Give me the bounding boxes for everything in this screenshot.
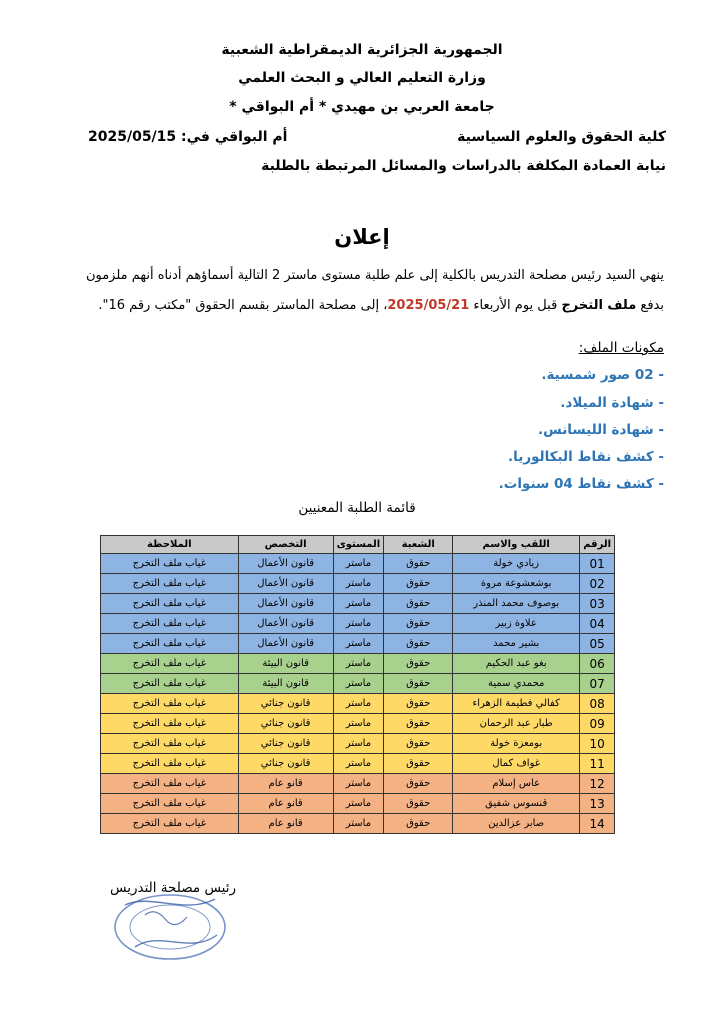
student-branch: حقوق	[384, 574, 453, 594]
body-text-c: ، إلى مصلحة الماستر بقسم الحقوق "مكتب رقم 16".	[98, 298, 388, 313]
table-row	[101, 754, 615, 774]
student-note: غياب ملف التخرج	[101, 754, 239, 774]
body-line-1: ينهي السيد رئيس مصلحة التدريس بالكلية إلى علم طلبة مستوى ماستر 2 التالية أسماؤهم أدناه أنهم ملزمون	[85, 268, 664, 283]
col-note: الملاحظة	[101, 536, 239, 554]
student-note: غياب ملف التخرج	[101, 654, 239, 674]
student-branch: حقوق	[384, 754, 453, 774]
table-row	[101, 574, 615, 594]
student-name: قنسوس شفيق	[453, 794, 580, 814]
student-specialty: قانون البيئة	[238, 674, 333, 694]
student-name: صابر عزالدين	[453, 814, 580, 834]
body-text-a: بدفع	[640, 298, 664, 313]
student-specialty: قانو عام	[238, 794, 333, 814]
table-row	[101, 594, 615, 614]
student-note: غياب ملف التخرج	[101, 634, 239, 654]
student-level: ماستر	[333, 594, 384, 614]
student-note: غياب ملف التخرج	[101, 574, 239, 594]
student-level: ماستر	[333, 754, 384, 774]
student-level: ماستر	[333, 614, 384, 634]
student-name: طبار عبد الرحمان	[453, 714, 580, 734]
student-level: ماستر	[333, 794, 384, 814]
student-specialty: قانو عام	[238, 774, 333, 794]
student-specialty: قانون الأعمال	[238, 594, 333, 614]
table-header-row	[101, 536, 615, 554]
row-number: 03	[580, 594, 615, 614]
student-level: ماستر	[333, 654, 384, 674]
body-line-2	[64, 298, 664, 313]
student-level: ماستر	[333, 714, 384, 734]
student-name: علاوة زبير	[453, 614, 580, 634]
components-heading: مكونات الملف:	[578, 340, 664, 356]
table-row	[101, 774, 615, 794]
student-specialty: قانو عام	[238, 814, 333, 834]
student-note: غياب ملف التخرج	[101, 774, 239, 794]
student-note: غياب ملف التخرج	[101, 674, 239, 694]
body-file-label: ملف التخرج	[561, 298, 637, 313]
row-number: 09	[580, 714, 615, 734]
deadline-date: 2025/05/21	[387, 298, 470, 313]
table-row	[101, 794, 615, 814]
republic-line: الجمهورية الجزائرية الديمقراطية الشعبية	[221, 42, 503, 58]
col-name: اللقب والاسم	[453, 536, 580, 554]
signature-label: رئيس مصلحة التدريس	[110, 880, 237, 896]
student-branch: حقوق	[384, 714, 453, 734]
student-branch: حقوق	[384, 734, 453, 754]
student-level: ماستر	[333, 734, 384, 754]
table-row	[101, 734, 615, 754]
component-item: - شهادة الميلاد.	[560, 395, 664, 411]
student-note: غياب ملف التخرج	[101, 814, 239, 834]
student-note: غياب ملف التخرج	[101, 734, 239, 754]
row-number: 01	[580, 554, 615, 574]
student-branch: حقوق	[384, 594, 453, 614]
student-note: غياب ملف التخرج	[101, 554, 239, 574]
student-specialty: قانون الأعمال	[238, 634, 333, 654]
table-row	[101, 814, 615, 834]
table-row	[101, 654, 615, 674]
student-name: عاس إسلام	[453, 774, 580, 794]
student-level: ماستر	[333, 554, 384, 574]
row-number: 10	[580, 734, 615, 754]
students-list-title: قائمة الطلبة المعنيين	[298, 500, 416, 516]
student-specialty: قانون الأعمال	[238, 614, 333, 634]
row-number: 13	[580, 794, 615, 814]
student-branch: حقوق	[384, 554, 453, 574]
row-number: 14	[580, 814, 615, 834]
student-name: بشير محمد	[453, 634, 580, 654]
student-specialty: قانون البيئة	[238, 654, 333, 674]
student-name: بغو عبد الحكيم	[453, 654, 580, 674]
student-name: بوشعشوعة مروة	[453, 574, 580, 594]
table-row	[101, 634, 615, 654]
student-name: كفالي فطيمة الزهراء	[453, 694, 580, 714]
student-specialty: قانون الأعمال	[238, 574, 333, 594]
component-item: - شهادة الليسانس.	[538, 422, 664, 438]
student-branch: حقوق	[384, 694, 453, 714]
official-stamp	[105, 885, 235, 965]
row-number: 06	[580, 654, 615, 674]
table-row	[101, 554, 615, 574]
component-item: - 02 صور شمسية.	[541, 367, 664, 383]
col-number: الرقم	[580, 536, 615, 554]
col-branch: الشعبة	[384, 536, 453, 554]
student-level: ماستر	[333, 774, 384, 794]
table-row	[101, 714, 615, 734]
student-level: ماستر	[333, 694, 384, 714]
student-specialty: قانون جنائي	[238, 754, 333, 774]
student-note: غياب ملف التخرج	[101, 594, 239, 614]
student-branch: حقوق	[384, 614, 453, 634]
student-branch: حقوق	[384, 774, 453, 794]
student-level: ماستر	[333, 634, 384, 654]
date-line: أم البواقي في: 2025/05/15	[88, 129, 288, 145]
student-note: غياب ملف التخرج	[101, 714, 239, 734]
student-branch: حقوق	[384, 794, 453, 814]
row-number: 04	[580, 614, 615, 634]
student-note: غياب ملف التخرج	[101, 614, 239, 634]
university-line: جامعة العربي بن مهيدي * أم البواقي *	[229, 99, 495, 115]
student-branch: حقوق	[384, 674, 453, 694]
student-name: بومعزة خولة	[453, 734, 580, 754]
col-specialty: التخصص	[238, 536, 333, 554]
table-row	[101, 694, 615, 714]
student-specialty: قانون جنائي	[238, 734, 333, 754]
student-specialty: قانون جنائي	[238, 694, 333, 714]
student-branch: حقوق	[384, 654, 453, 674]
ministry-line: وزارة التعليم العالي و البحث العلمي	[238, 70, 486, 86]
student-level: ماستر	[333, 674, 384, 694]
announcement-title: إعلان	[334, 225, 390, 249]
component-item: - كشف نقاط البكالوريا.	[508, 449, 664, 465]
student-level: ماستر	[333, 574, 384, 594]
student-branch: حقوق	[384, 634, 453, 654]
student-name: محمدي سمية	[453, 674, 580, 694]
student-note: غياب ملف التخرج	[101, 694, 239, 714]
faculty-line: كلية الحقوق والعلوم السياسية	[457, 129, 666, 145]
row-number: 12	[580, 774, 615, 794]
col-level: المستوى	[333, 536, 384, 554]
student-branch: حقوق	[384, 814, 453, 834]
student-name: بوصوف محمد المنذر	[453, 594, 580, 614]
table-row	[101, 674, 615, 694]
student-name: غواف كمال	[453, 754, 580, 774]
students-table	[100, 535, 615, 834]
row-number: 05	[580, 634, 615, 654]
student-note: غياب ملف التخرج	[101, 794, 239, 814]
student-name: زيادي خولة	[453, 554, 580, 574]
deanery-line: نيابة العمادة المكلفة بالدراسات والمسائل المرتبطة بالطلبة	[261, 158, 666, 174]
table-row	[101, 614, 615, 634]
component-item: - كشف نقاط 04 سنوات.	[498, 476, 664, 492]
row-number: 07	[580, 674, 615, 694]
row-number: 02	[580, 574, 615, 594]
student-specialty: قانون الأعمال	[238, 554, 333, 574]
student-specialty: قانون جنائي	[238, 714, 333, 734]
student-level: ماستر	[333, 814, 384, 834]
row-number: 11	[580, 754, 615, 774]
row-number: 08	[580, 694, 615, 714]
body-text-b: قبل يوم الأربعاء	[473, 298, 558, 313]
